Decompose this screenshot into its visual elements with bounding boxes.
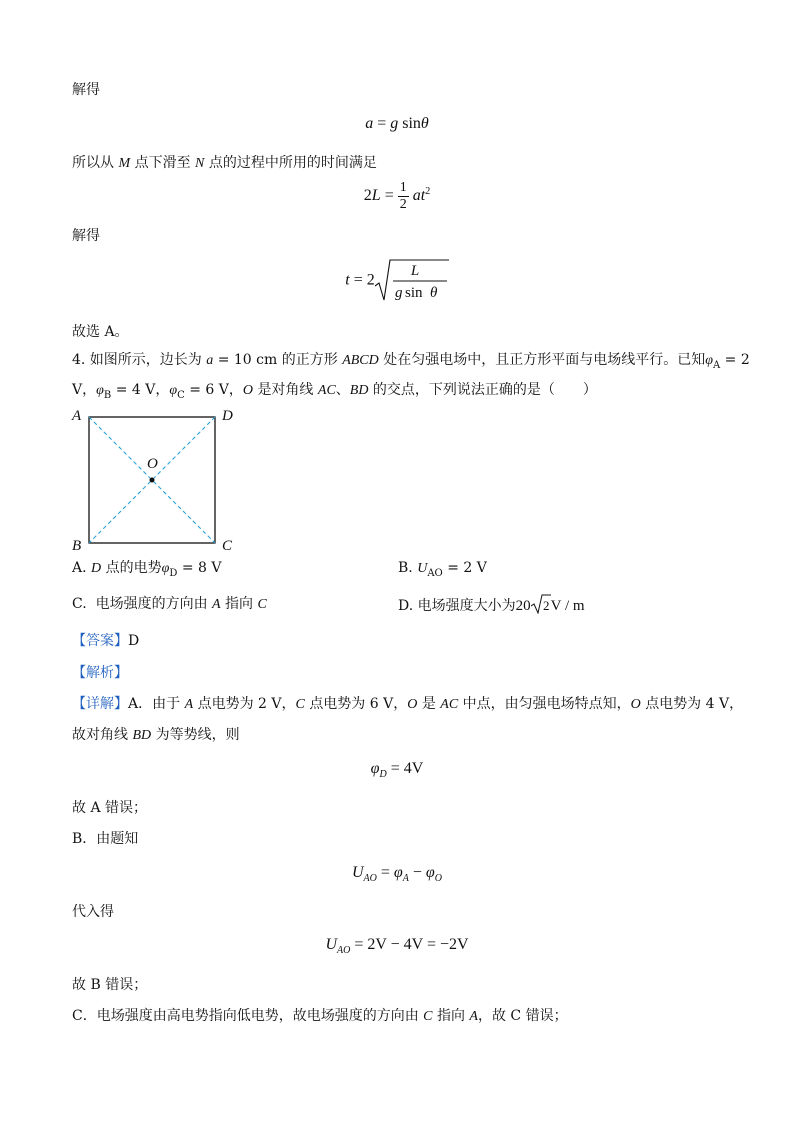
question-4-line1: 4. 如图所示，边长为 a = 10 cm 的正方形 ABCD 处在匀强电场中，且正方形平面与电场线平行。已知$\varphi_A = 2$ xyxy=(72,352,750,371)
detail-line-1: 【详解】A．由于 A 点电势为 2 V，C 点电势为 6 V，O 是 AC 中点，由匀强电场特点知，O 点电势为 4 V， xyxy=(72,696,744,712)
text-jiede-1: 解得 xyxy=(72,82,100,98)
option-d: D. 电场强度大小为20 2 V / m xyxy=(398,594,585,616)
option-c: C. 电场强度的方向由 A 指向 C xyxy=(72,596,267,612)
equation-2L: 2L = $\frac{1}{2}$ $at^2$ xyxy=(363,180,431,212)
answer-tag: 【答案】 xyxy=(72,633,128,649)
svg-text:2: 2 xyxy=(542,598,550,613)
detail-line-2: 故对角线 BD 为等势线，则 xyxy=(72,727,240,743)
label-b: B xyxy=(72,538,82,554)
text-choose-A: 故选 A。 xyxy=(72,324,129,340)
square-diagram xyxy=(70,404,240,554)
text-time-statement: 所以从 M 点下滑至 N 点的过程中所用的时间满足 xyxy=(72,155,377,171)
analysis-tag: 【解析】 xyxy=(72,665,128,681)
equation-phi-d: $\varphi_D = 4V$ xyxy=(370,760,424,781)
sqrt-2-symbol xyxy=(531,594,551,614)
svg-text:θ: θ xyxy=(429,285,438,301)
equation-a: a = g sinθ xyxy=(365,115,429,132)
label-c: C xyxy=(222,538,233,554)
label-o: O xyxy=(147,456,158,472)
text-jiede-2: 解得 xyxy=(72,228,100,244)
svg-text:g: g xyxy=(394,285,403,301)
detail-line-7: C．电场强度由高电势指向低电势，故电场强度的方向由 C 指向 A，故 C 错误； xyxy=(72,1008,568,1024)
equation-t: t = 2 L g sin θ xyxy=(0,258,794,304)
detail-line-5: 代入得 xyxy=(72,904,114,920)
detail-line-3: 故 A 错误； xyxy=(72,800,148,816)
point-o xyxy=(150,478,155,483)
detail-line-4: B．由题知 xyxy=(72,831,139,847)
option-b: B. $U_{AO} = 2$ V xyxy=(398,560,487,579)
svg-text:sin: sin xyxy=(404,285,423,301)
detail-line-6: 故 B 错误； xyxy=(72,977,148,993)
option-a: A. D 点的电势$\varphi_D = 8$ V xyxy=(72,560,222,579)
equation-uao-value: $U_{AO} = 2V - 4V = -2V$ xyxy=(325,936,469,957)
question-4-line2: V，$\varphi_B = 4$ V，$\varphi_C = 6$ V，O 是对角线 AC、BD 的交点，下列说法正确的是（ ） xyxy=(72,382,597,401)
label-a: A xyxy=(72,408,82,424)
svg-text:L: L xyxy=(410,263,419,279)
sqrt-symbol xyxy=(375,258,449,304)
equation-uao-def: $U_{AO} = \varphi_A - \varphi_O$ xyxy=(351,864,443,885)
answer-line: 【答案】D xyxy=(72,633,140,649)
label-d: D xyxy=(222,408,233,424)
